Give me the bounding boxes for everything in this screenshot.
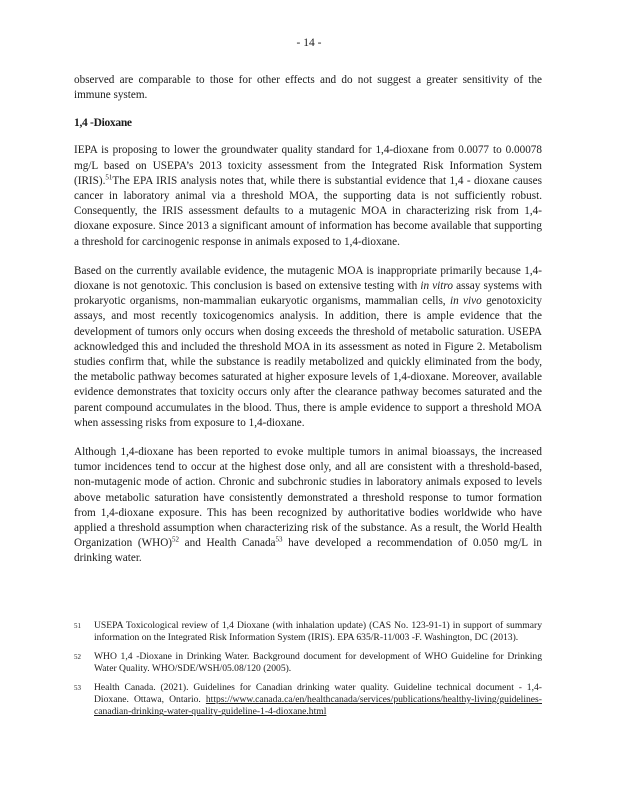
italic-in-vitro: in vitro	[420, 280, 453, 293]
footnote-ref-52[interactable]: 52	[172, 535, 180, 544]
footnote-text: USEPA Toxicological review of 1,4 Dioxane (with inhalation update) (CAS No. 123-91-1) in support of summary information on the Integrated Risk Information System (IRIS). EPA 635/R-11/003 -F. Washington, DC (2013).	[94, 620, 542, 644]
paragraph-3-text-a: Although 1,4-dioxane has been reported to evoke multiple tumors in animal bioassays, the increased tumor incidences tend to occur at the highest dose only, and all are consistent with a threshold-based, non-mutagenic mode of action. Chronic and subchronic studies in laboratory animals exposed to levels above metabolic saturation have consistently demonstrated a threshold response to tumor formation from 1,4-dioxane exposure. This has been recognized by authoritative bodies worldwide who have applied a threshold assumption when characterizing risk of the substance. As a result, the World Health Organization (WHO)	[74, 446, 542, 550]
intro-paragraph: observed are comparable to those for other effects and do not suggest a greater sensitivity of the immune system.	[74, 74, 542, 102]
paragraph-3-text-c: have developed a recommendation of 0.050 mg/L in drinking water.	[74, 537, 542, 565]
document-body	[74, 73, 542, 581]
footnote-number: 52	[74, 652, 81, 661]
footnote-ref-51[interactable]: 51	[105, 173, 113, 182]
footnote-text	[94, 682, 542, 719]
paragraph-2-text-a: Based on the currently available evidence, the mutagenic MOA is inappropriate primarily because 1,4-dioxane is not genotoxic. This conclusion is based on extensive testing with	[74, 264, 542, 293]
footnote-text: WHO 1,4 -Dioxane in Drinking Water. Background document for development of WHO Guideline for Drinking Water Quality. WHO/SDE/WSH/05.08/120 (2005).	[94, 650, 542, 675]
footnote-52	[74, 651, 542, 676]
footnote-link[interactable]: https://www.canada.ca/en/healthcanada/services/publications/healthy-living/guidelines-canadian-drinking-water-quality-guideline-1-4-dioxane.html	[94, 694, 542, 718]
paragraph-2	[74, 264, 542, 431]
paragraph-3-text-b: and Health Canada	[179, 537, 276, 550]
paragraph-1	[74, 143, 542, 249]
italic-in-vivo: in vivo	[449, 295, 482, 308]
figure-reference[interactable]: Figure 2	[444, 340, 483, 353]
footnote-number: 51	[74, 622, 81, 630]
footnote-text-body: Health Canada. (2021). Guidelines for Canadian drinking water quality. Guideline technical document - 1,4-Dioxane. Ottawa, Ontario.	[94, 681, 542, 706]
paragraph-1-text-a: IEPA is proposing to lower the groundwater quality standard for 1,4-dioxane from 0.0077 to 0.00078 mg/L based on USEPA’s 2013 toxicity assessment from the Integrated Risk Information System (IRIS).	[74, 144, 542, 187]
footnote-53	[74, 682, 542, 719]
page-number: - 14 -	[296, 37, 322, 49]
footnote-number: 53	[74, 683, 81, 692]
footnote-ref-53[interactable]: 53	[275, 535, 283, 544]
paragraph-2-text-b: assay systems with prokaryotic organisms, non-mammalian eukaryotic organisms, mammalian cells,	[74, 280, 542, 308]
paragraph-3	[74, 445, 542, 567]
footnotes	[74, 620, 542, 725]
paragraph-2-text-d: . Metabolism studies confirm that, while the substance is readily metabolized and quickly eliminated from the body, the metabolic pathway becomes saturated at higher exposure levels of 1,4-dioxane. Moreover, available evidence demonstrates that toxicity occurs only after the clearance pathway becomes saturated and the parent compound accumulates in the blood. Thus, there is ample evidence to support a threshold MOA when assessing risks from exposure to 1,4-dioxane.	[74, 340, 542, 429]
paragraph-2-text-c: genotoxicity assays, and most recently toxicogenomics analysis. In addition, there is ample evidence that the development of tumors only occurs when dosing exceeds the threshold of metabolic saturation. USEPA acknowledged this and included the threshold MOA in its assessment as noted in	[74, 295, 542, 353]
section-title: 1,4 -Dioxane	[74, 117, 132, 130]
footnote-51	[74, 620, 542, 645]
paragraph-1-text-b: The EPA IRIS analysis notes that, while there is substantial evidence that 1,4 - dioxane causes cancer in laboratory animal via a threshold MOA, the supporting data is not sufficiently robust. Consequently, the IRIS assessment defaults to a mutagenic MOA in characterizing risk from 1,4-dioxane exposure. Since 2013 a significant amount of information has become available that supporting a threshold for carcinogenic response in animals exposed to 1,4-dioxane.	[74, 174, 542, 248]
